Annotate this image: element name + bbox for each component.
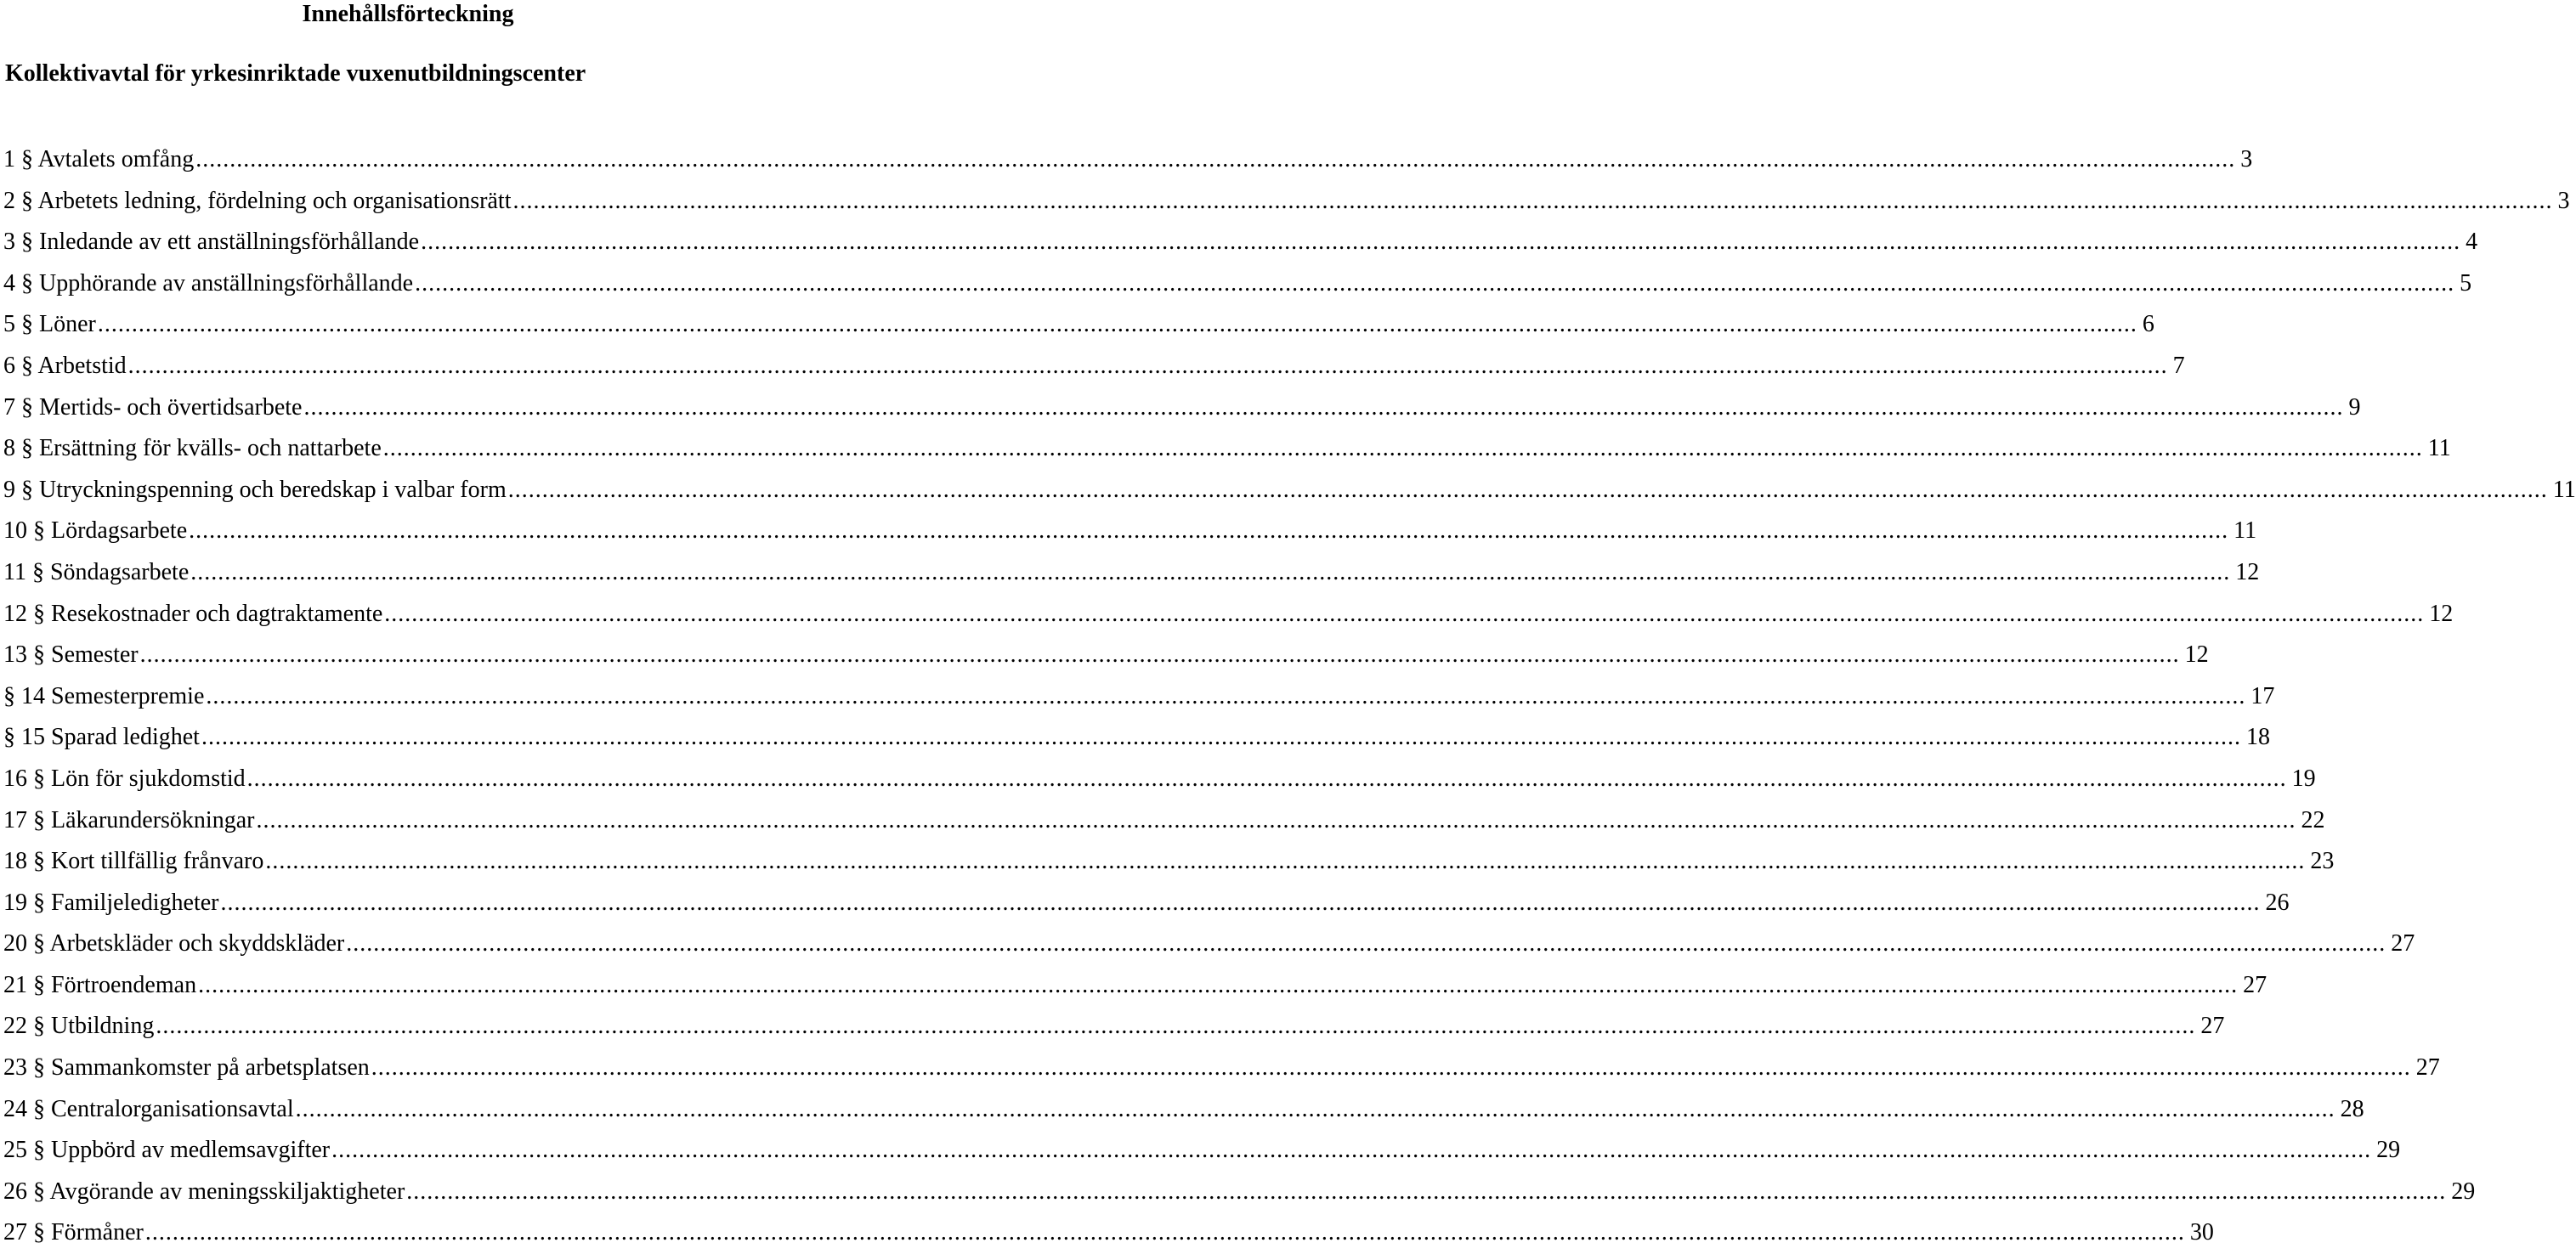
toc-entry[interactable] [3, 800, 2325, 842]
toc-entry-label: 18 § Kort tillfällig frånvaro [3, 848, 264, 875]
toc-dot-leader: ............................................................................................................................................................................................................................................................................................................ [295, 1095, 2335, 1122]
toc-dot-leader: ............................................................................................................................................................................................................................................................................................................ [246, 765, 2287, 792]
toc-entry-label: 12 § Resekostnader och dagtraktamente [3, 600, 383, 627]
toc-entry-label: 21 § Förtroendeman [3, 971, 197, 998]
toc-entry[interactable] [3, 759, 2316, 800]
toc-entry-page-number: 11 [2427, 435, 2451, 462]
toc-entry[interactable] [3, 222, 2478, 263]
toc-entry-label: 10 § Lördagsarbete [3, 517, 188, 545]
toc-entry-page-number: 28 [2340, 1095, 2364, 1122]
toc-entry[interactable] [3, 841, 2335, 883]
toc-dot-leader: ............................................................................................................................................................................................................................................................................................................ [256, 806, 2296, 833]
toc-entry-label: 25 § Uppbörd av medlemsavgifter [3, 1137, 331, 1164]
toc-dot-leader: ............................................................................................................................................................................................................................................................................................................ [371, 1054, 2411, 1082]
toc-entry-page-number: 29 [2451, 1178, 2476, 1205]
toc-entry[interactable] [3, 346, 2185, 387]
toc-entry-label: 19 § Familjeledigheter [3, 889, 219, 916]
toc-entry-label: 27 § Förmåner [3, 1219, 144, 1246]
toc-dot-leader: ............................................................................................................................................................................................................................................................................................................ [382, 435, 2423, 462]
toc-dot-leader: ............................................................................................................................................................................................................................................................................................................ [220, 889, 2261, 916]
toc-entry-label: 11 § Söndagsarbete [3, 558, 190, 585]
toc-entry-page-number: 3 [2557, 187, 2570, 214]
toc-entry-label: § 14 Semesterpremie [3, 682, 205, 709]
toc-dot-leader: ............................................................................................................................................................................................................................................................................................................ [421, 229, 2461, 256]
toc-entry[interactable] [3, 181, 2570, 223]
toc-entry-page-number: 3 [2240, 146, 2253, 172]
toc-entry-label: 9 § Utryckningspenning och beredskap i valbar form [3, 476, 507, 503]
toc-entry-label: 2 § Arbetets ledning, fördelning och organisationsrätt [3, 187, 512, 214]
toc-entry-label: § 15 Sparad ledighet [3, 724, 200, 751]
toc-dot-leader: ............................................................................................................................................................................................................................................................................................................ [507, 476, 2548, 503]
toc-entry-page-number: 22 [2301, 806, 2325, 833]
toc-dot-leader: ............................................................................................................................................................................................................................................................................................................ [303, 393, 2344, 421]
toc-entry[interactable] [3, 304, 2154, 346]
toc-entry[interactable] [3, 924, 2415, 965]
toc-entry[interactable] [3, 470, 2576, 511]
toc-entry[interactable] [3, 717, 2270, 759]
toc-entry[interactable] [3, 1212, 2214, 1254]
toc-entry-page-number: 27 [2243, 971, 2267, 998]
toc-entry[interactable] [3, 594, 2454, 635]
table-of-contents [3, 139, 2576, 1254]
toc-entry-label: 23 § Sammankomster på arbetsplatsen [3, 1054, 370, 1082]
toc-entry-page-number: 23 [2310, 848, 2335, 875]
toc-entry-label: 7 § Mertids- och övertidsarbete [3, 393, 303, 421]
toc-dot-leader: ............................................................................................................................................................................................................................................................................................................ [406, 1178, 2447, 1205]
toc-entry-label: 26 § Avgörande av meningsskiljaktigheter [3, 1178, 405, 1205]
toc-entry[interactable] [3, 635, 2209, 676]
toc-entry-page-number: 26 [2265, 889, 2290, 916]
toc-entry-label: 16 § Lön för sjukdomstid [3, 765, 246, 792]
toc-dot-leader: ............................................................................................................................................................................................................................................................................................................ [156, 1013, 2196, 1040]
toc-entry-page-number: 11 [2233, 517, 2257, 545]
toc-dot-leader: ............................................................................................................................................................................................................................................................................................................ [198, 971, 2239, 998]
toc-entry[interactable] [3, 1006, 2225, 1048]
toc-entry[interactable] [3, 511, 2257, 552]
toc-entry[interactable] [3, 883, 2290, 924]
toc-entry-page-number: 7 [2172, 352, 2185, 379]
toc-entry-page-number: 18 [2245, 724, 2270, 751]
toc-entry-page-number: 27 [2415, 1054, 2440, 1082]
toc-entry[interactable] [3, 552, 2260, 594]
toc-entry-page-number: 5 [2460, 269, 2472, 297]
toc-dot-leader: ............................................................................................................................................................................................................................................................................................................ [346, 930, 2386, 957]
toc-entry[interactable] [3, 428, 2451, 470]
document-subtitle: Kollektivavtal för yrkesinriktade vuxenutbildningscenter [5, 60, 586, 87]
toc-entry-label: 6 § Arbetstid [3, 352, 127, 379]
toc-entry-page-number: 27 [2200, 1013, 2225, 1040]
toc-entry-label: 5 § Löner [3, 311, 96, 338]
toc-dot-leader: ............................................................................................................................................................................................................................................................................................................ [195, 146, 2236, 172]
toc-entry-label: 13 § Semester [3, 641, 139, 669]
toc-dot-leader: ............................................................................................................................................................................................................................................................................................................ [190, 558, 2231, 585]
toc-entry-page-number: 19 [2291, 765, 2316, 792]
toc-entry-page-number: 30 [2189, 1219, 2214, 1246]
toc-dot-leader: ............................................................................................................................................................................................................................................................................................................ [384, 600, 2425, 627]
toc-dot-leader: ............................................................................................................................................................................................................................................................................................................ [512, 187, 2553, 214]
toc-entry-page-number: 17 [2250, 682, 2275, 709]
toc-dot-leader: ............................................................................................................................................................................................................................................................................................................ [415, 269, 2455, 297]
toc-entry-label: 8 § Ersättning för kvälls- och nattarbete [3, 435, 382, 462]
page-title: Innehållsförteckning [302, 1, 514, 27]
toc-entry[interactable] [3, 676, 2275, 718]
toc-dot-leader: ............................................................................................................................................................................................................................................................................................................ [201, 724, 2241, 751]
toc-entry-page-number: 6 [2142, 311, 2154, 338]
toc-entry-label: 20 § Arbetskläder och skyddskläder [3, 930, 345, 957]
toc-entry[interactable] [3, 1130, 2401, 1172]
toc-entry-page-number: 12 [2235, 558, 2260, 585]
toc-entry[interactable] [3, 139, 2253, 181]
toc-dot-leader: ............................................................................................................................................................................................................................................................................................................ [206, 682, 2246, 709]
toc-entry-label: 17 § Läkarundersökningar [3, 806, 255, 833]
toc-dot-leader: ............................................................................................................................................................................................................................................................................................................ [189, 517, 2229, 545]
toc-dot-leader: ............................................................................................................................................................................................................................................................................................................ [144, 1219, 2185, 1246]
toc-entry-label: 1 § Avtalets omfång [3, 146, 195, 172]
toc-entry-page-number: 29 [2376, 1137, 2401, 1164]
toc-entry-page-number: 9 [2348, 393, 2361, 421]
toc-entry-page-number: 27 [2391, 930, 2415, 957]
toc-dot-leader: ............................................................................................................................................................................................................................................................................................................ [127, 352, 2168, 379]
toc-entry-page-number: 11 [2552, 476, 2576, 503]
toc-entry-label: 4 § Upphörande av anställningsförhållande [3, 269, 414, 297]
toc-entry-label: 3 § Inledande av ett anställningsförhållande [3, 229, 420, 256]
toc-dot-leader: ............................................................................................................................................................................................................................................................................................................ [139, 641, 2180, 669]
toc-entry-page-number: 12 [2429, 600, 2454, 627]
toc-dot-leader: ............................................................................................................................................................................................................................................................................................................ [265, 848, 2306, 875]
toc-entry[interactable] [3, 387, 2361, 429]
toc-entry[interactable] [3, 965, 2267, 1007]
toc-dot-leader: ............................................................................................................................................................................................................................................................................................................ [97, 311, 2137, 338]
toc-entry[interactable] [3, 263, 2472, 305]
toc-entry-label: 22 § Utbildning [3, 1013, 155, 1040]
toc-dot-leader: ............................................................................................................................................................................................................................................................................................................ [331, 1137, 2372, 1164]
toc-entry-label: 24 § Centralorganisationsavtal [3, 1095, 294, 1122]
toc-entry[interactable] [3, 1048, 2440, 1089]
toc-entry[interactable] [3, 1172, 2476, 1213]
toc-entry[interactable] [3, 1089, 2364, 1131]
toc-entry-page-number: 4 [2466, 229, 2478, 256]
toc-entry-page-number: 12 [2184, 641, 2209, 669]
